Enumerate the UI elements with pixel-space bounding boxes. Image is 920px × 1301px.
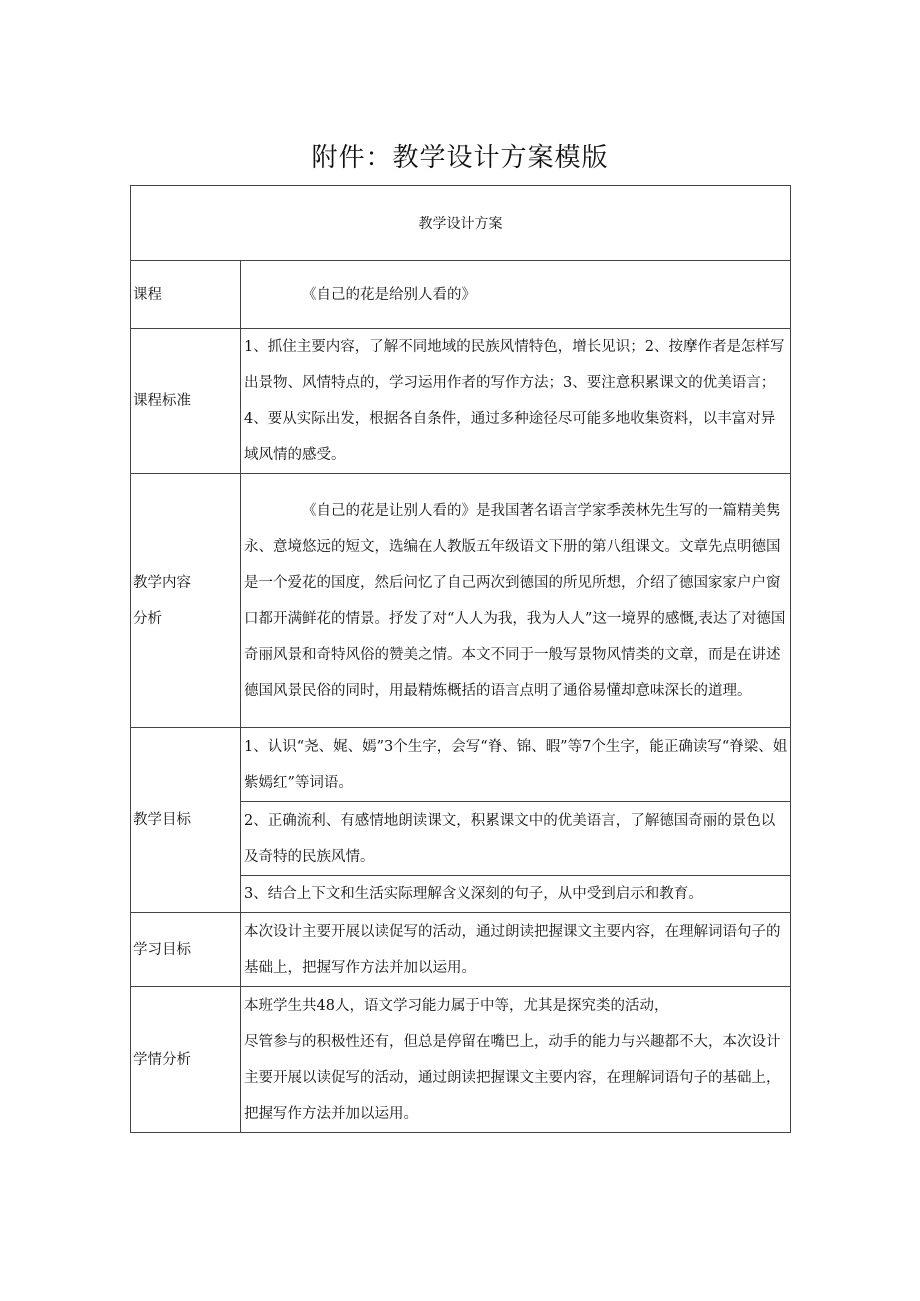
row-standard bbox=[131, 329, 791, 474]
label-content-analysis bbox=[131, 474, 241, 728]
teaching-design-table bbox=[130, 185, 791, 1133]
table-header-row bbox=[131, 186, 791, 261]
label-course: 课程 bbox=[131, 261, 241, 329]
content-learner-analysis bbox=[241, 987, 791, 1133]
learner-analysis-line1: 本班学生共48人，语文学习能力属于中等，尤其是探究类的活动， bbox=[244, 997, 669, 1014]
teaching-goal-1: 1、认识“尧、娓、嫣”3个生字，会写“脊、锦、暇”等7个生字，能正确读写“脊梁、姐紫嫣红”等词语。 bbox=[241, 728, 791, 802]
row-content-analysis bbox=[131, 474, 791, 728]
label-teaching-goals: 教学目标 bbox=[131, 728, 241, 913]
content-analysis-text: 《自己的花是让别人看的》是我国著名语言学家季羡林先生写的一篇精美隽永、意境悠远的短文，选编在人教版五年级语文下册的第八组课文。文章先点明德国是一个爱花的国度，然后问忆了自己两次到德国的所见所想，介绍了德国家家户户窗口都开满鲜花的情景。抒发了对“人人为我，我为人人”这一境界的感慨,表达了对德国奇丽风景和奇特风俗的赞美之情。本文不同于一般写景物风情类的文章，而是在讲述德国风景民俗的同时，用最精炼概括的语言点明了通俗易懂却意味深长的道理。 bbox=[244, 502, 786, 699]
label-learning-goals: 学习目标 bbox=[131, 913, 241, 987]
row-learner-analysis bbox=[131, 987, 791, 1133]
course-name: 《自己的花是给别人看的》 bbox=[302, 286, 476, 303]
table-header: 教学设计方案 bbox=[131, 186, 791, 261]
teaching-goal-3: 3、结合上下文和生活实际理解含义深刻的句子，从中受到启示和教育。 bbox=[241, 876, 791, 913]
page-title: 附件：教学设计方案模版 bbox=[311, 143, 609, 173]
label-standard: 课程标准 bbox=[131, 329, 241, 474]
standard-text: 1、抓住主要内容，了解不同地域的民族风情特色，增长见识；2、按摩作者是怎样写出景物、风情特点的，学习运用作者的写作方法；3、要注意积累课文的优美语言；4、要从实际出发，根据各自条件，通过多种途径尽可能多地收集资料，以丰富对异域风情的感受。 bbox=[244, 339, 785, 463]
content-course bbox=[241, 261, 791, 329]
label-content-analysis-line2: 分析 bbox=[133, 610, 162, 627]
learner-analysis-line2: 尽管参与的积极性还有，但总是停留在嘴巴上，动手的能力与兴趣都不大，本次设计主要开展以读促写的活动，通过朗读把握课文主要内容，在理解词语句子的基础上，把握写作方法并加以运用。 bbox=[244, 1033, 781, 1122]
content-standard bbox=[241, 329, 791, 474]
content-learning-goals: 本次设计主要开展以读促写的活动，通过朗读把握课文主要内容，在理解词语句子的基础上，把握写作方法并加以运用。 bbox=[241, 913, 791, 987]
teaching-goal-2: 2、正确流利、有感情地朗读课文，积累课文中的优美语言，了解德国奇丽的景色以及奇特的民族风情。 bbox=[241, 802, 791, 876]
row-course bbox=[131, 261, 791, 329]
label-learner-analysis: 学情分析 bbox=[131, 987, 241, 1133]
label-content-analysis-line1: 教学内容 bbox=[133, 574, 191, 591]
row-learning-goals bbox=[131, 913, 791, 987]
row-teaching-goal-1 bbox=[131, 728, 791, 802]
content-content-analysis bbox=[241, 474, 791, 728]
